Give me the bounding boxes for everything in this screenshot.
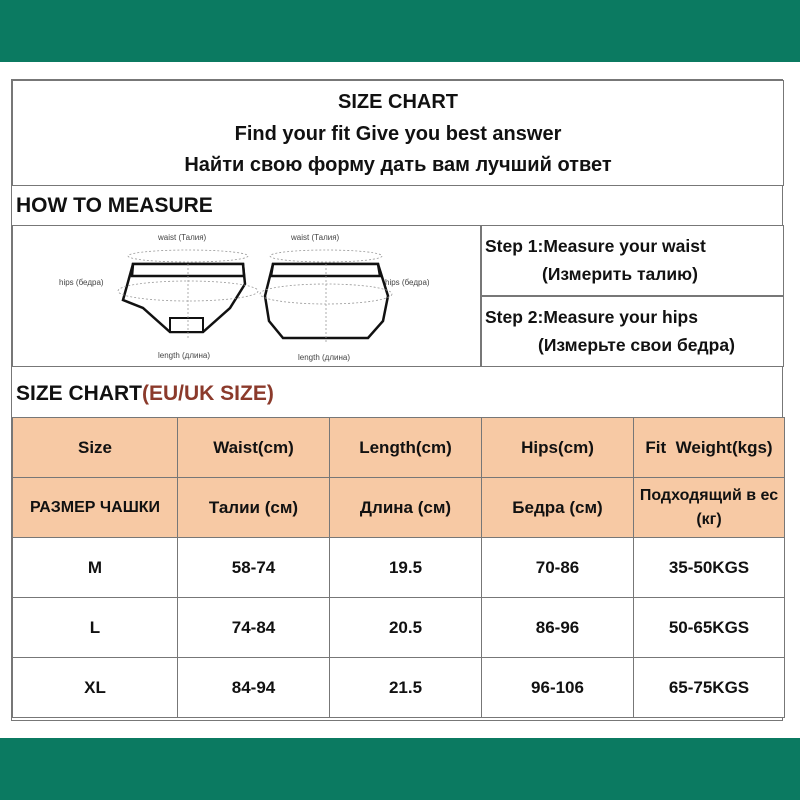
measure-step-1 (481, 225, 784, 296)
subtitle-en: Find your fit Give you best answer (234, 123, 562, 145)
size-chart-title-main: SIZE CHART (16, 382, 142, 405)
measure-step-2 (481, 296, 784, 367)
measure-illustration (12, 225, 481, 367)
label-hips-right: hips (бедра) (385, 278, 430, 287)
table-cell: 84-94 (178, 658, 330, 718)
header-cell: Подходящий в ес (кг) (634, 478, 785, 538)
table-cell: 65-75KGS (634, 658, 785, 718)
table-cell: 20.5 (330, 598, 482, 658)
table-header-row-en (13, 418, 785, 478)
table-cell: 96-106 (482, 658, 634, 718)
table-cell: 58-74 (178, 538, 330, 598)
label-length-left: length (длина) (158, 351, 211, 360)
header-cell: Талии (см) (178, 478, 330, 538)
boyshort-illustration (260, 250, 392, 344)
underwear-diagram (13, 226, 480, 366)
brief-illustration (118, 250, 258, 338)
step-1-ru: (Измерить талию) (542, 264, 698, 284)
header-cell: Hips(cm) (482, 418, 634, 478)
how-to-measure-title: HOW TO MEASURE (16, 194, 213, 217)
step-2-en: Step 2:Measure your hips (485, 307, 698, 327)
table-row (13, 538, 785, 598)
label-waist-left: waist (Талия) (158, 233, 207, 242)
table-header-row-ru (13, 478, 785, 538)
table-cell: 50-65KGS (634, 598, 785, 658)
table-cell: 86-96 (482, 598, 634, 658)
table-row (13, 658, 785, 718)
table-row (13, 598, 785, 658)
header-cell: Length(cm) (330, 418, 482, 478)
subtitle-ru: Найти свою форму дать вам лучший ответ (184, 154, 612, 176)
table-cell: M (13, 538, 178, 598)
label-waist-right: waist (Талия) (291, 233, 340, 242)
table-cell: XL (13, 658, 178, 718)
header-cell: Длина (см) (330, 478, 482, 538)
top-banner (0, 0, 800, 62)
size-chart-title (16, 382, 274, 406)
size-table (12, 417, 785, 718)
table-cell: 74-84 (178, 598, 330, 658)
table-cell: 35-50KGS (634, 538, 785, 598)
bottom-banner (0, 738, 800, 800)
header-cell: Бедра (см) (482, 478, 634, 538)
header-cell: Waist(cm) (178, 418, 330, 478)
label-length-right: length (длина) (298, 353, 351, 362)
step-2-ru: (Измерьте свои бедра) (538, 335, 735, 355)
table-cell: 21.5 (330, 658, 482, 718)
label-hips-left: hips (бедра) (59, 278, 104, 287)
size-chart-title-accent: (EU/UK SIZE) (142, 382, 274, 405)
table-cell: 19.5 (330, 538, 482, 598)
header-cell: РАЗМЕР ЧАШКИ (13, 478, 178, 538)
table-cell: 70-86 (482, 538, 634, 598)
header-cell: Fit Weight(kgs) (634, 418, 785, 478)
page-title: SIZE CHART (338, 91, 458, 113)
table-cell: L (13, 598, 178, 658)
size-chart-card (11, 79, 783, 721)
chart-header (12, 80, 784, 186)
step-1-en: Step 1:Measure your waist (485, 236, 706, 256)
header-cell: Size (13, 418, 178, 478)
